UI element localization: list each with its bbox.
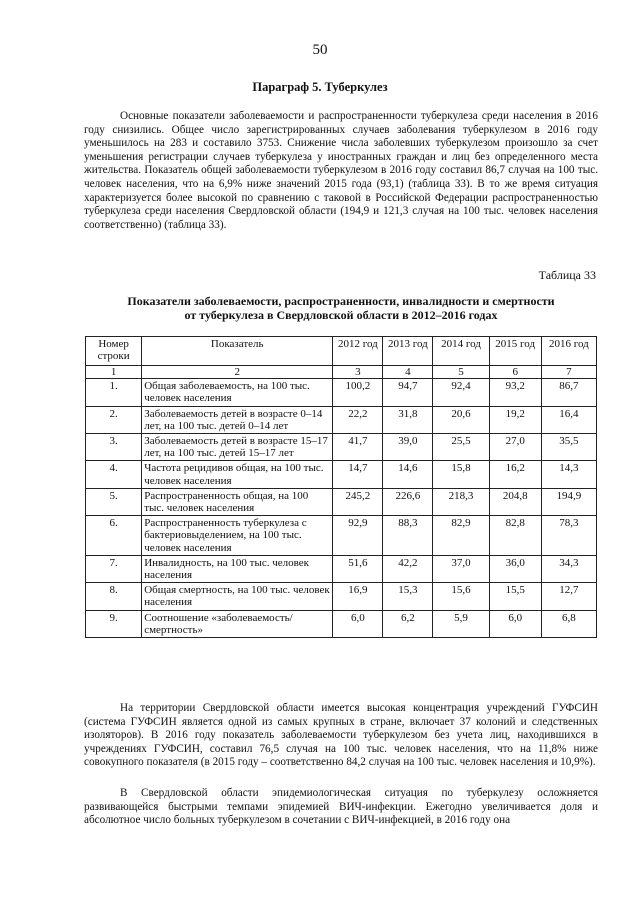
table-title-line-1: Показатели заболеваемости, распространенности, инвалидности и смертности — [127, 294, 555, 308]
table-title — [84, 294, 598, 322]
value-cell: 27,0 — [489, 434, 541, 461]
row-number-cell: 1. — [86, 379, 142, 406]
value-cell: 93,2 — [489, 379, 541, 406]
value-cell: 36,0 — [489, 555, 541, 582]
indicator-name-cell: Общая заболеваемость, на 100 тыс. человек населения — [142, 379, 333, 406]
value-cell: 34,3 — [541, 555, 596, 582]
column-index: 4 — [383, 366, 433, 379]
table-row — [86, 379, 597, 406]
row-number-cell: 2. — [86, 406, 142, 433]
value-cell: 78,3 — [541, 516, 596, 556]
value-cell: 42,2 — [383, 555, 433, 582]
value-cell: 19,2 — [489, 406, 541, 433]
value-cell: 41,7 — [333, 434, 383, 461]
value-cell: 6,0 — [489, 610, 541, 637]
value-cell: 15,6 — [433, 583, 489, 610]
header-row-number: Номер строки — [86, 337, 142, 366]
value-cell: 12,7 — [541, 583, 596, 610]
row-number-cell: 6. — [86, 516, 142, 556]
table-row — [86, 434, 597, 461]
value-cell: 14,6 — [383, 461, 433, 488]
value-cell: 88,3 — [383, 516, 433, 556]
value-cell: 16,4 — [541, 406, 596, 433]
table-row — [86, 610, 597, 637]
indicator-name-cell: Инвалидность, на 100 тыс. человек населения — [142, 555, 333, 582]
indicator-name-cell: Распространенность туберкулеза с бактериовыделением, на 100 тыс. человек населения — [142, 516, 333, 556]
row-number-cell: 8. — [86, 583, 142, 610]
indicator-name-cell: Общая смертность, на 100 тыс. человек населения — [142, 583, 333, 610]
table-row — [86, 406, 597, 433]
intro-paragraph: Основные показатели заболеваемости и распространенности туберкулеза среди населения в 2016 году снизились. Общее число зарегистрированных случаев заболевания туберкулезом в 2016 году уменьшилось на 283 и составило 3753. Снижение числа заболевших туберкулезом произошло за счет уменьшения регистрации случаев туберкулеза у иностранных граждан и лиц без определенного места жительства. Показатель общей заболеваемости туберкулезом в 2016 году составил 86,7 случая на 100 тыс. человек населения, что на 6,9% ниже значений 2015 года (93,1) (таблица 33). В то же время ситуация характеризуется более высокой по сравнению с таковой в Российской Федерации распространенностью туберкулеза среди населения Свердловской области (194,9 и 121,3 случая на 100 тыс. человек населения соответственно) (таблица 33). — [84, 110, 598, 231]
row-number-cell: 5. — [86, 488, 142, 515]
column-index: 6 — [489, 366, 541, 379]
row-number-cell: 4. — [86, 461, 142, 488]
row-number-cell: 3. — [86, 434, 142, 461]
value-cell: 194,9 — [541, 488, 596, 515]
value-cell: 92,4 — [433, 379, 489, 406]
row-number-cell: 7. — [86, 555, 142, 582]
value-cell: 37,0 — [433, 555, 489, 582]
gufsin-paragraph: На территории Свердловской области имеется высокая концентрация учреждений ГУФСИН (система ГУФСИН является одной из самых крупных в стране, включает 37 колоний и следственных изоляторов). В 2016 году показатель заболеваемости туберкулезом без учета лиц, находившихся в учреждениях ГУФСИН, составил 76,5 случая на 100 тыс. человек населения, что на 11,8% ниже совокупного показателя (в 2015 году – соответственно 84,2 случая на 100 тыс. человек населения и 10,9%). — [84, 702, 598, 769]
value-cell: 35,5 — [541, 434, 596, 461]
value-cell: 86,7 — [541, 379, 596, 406]
table-body — [86, 379, 597, 638]
column-index: 1 — [86, 366, 142, 379]
value-cell: 94,7 — [383, 379, 433, 406]
value-cell: 204,8 — [489, 488, 541, 515]
value-cell: 14,3 — [541, 461, 596, 488]
header-year-2015: 2015 год — [489, 337, 541, 366]
header-year-2016: 2016 год — [541, 337, 596, 366]
value-cell: 20,6 — [433, 406, 489, 433]
table-row — [86, 555, 597, 582]
header-year-2012: 2012 год — [333, 337, 383, 366]
value-cell: 6,8 — [541, 610, 596, 637]
value-cell: 16,2 — [489, 461, 541, 488]
value-cell: 245,2 — [333, 488, 383, 515]
table-row — [86, 583, 597, 610]
page-number: 50 — [312, 42, 328, 58]
hiv-paragraph: В Свердловской области эпидемиологическая ситуация по туберкулезу осложняется развивающейся быстрыми темпами эпидемией ВИЧ-инфекции. Ежегодно увеличивается доля и абсолютное число больных туберкулезом в сочетании с ВИЧ-инфекцией, в 2016 году она — [84, 787, 598, 827]
value-cell: 6,2 — [383, 610, 433, 637]
row-number-cell: 9. — [86, 610, 142, 637]
section-heading: Параграф 5. Туберкулез — [252, 80, 388, 94]
value-cell: 5,9 — [433, 610, 489, 637]
value-cell: 226,6 — [383, 488, 433, 515]
table-header-row — [86, 337, 597, 366]
value-cell: 15,3 — [383, 583, 433, 610]
value-cell: 39,0 — [383, 434, 433, 461]
column-index: 3 — [333, 366, 383, 379]
column-index-row — [86, 366, 597, 379]
value-cell: 92,9 — [333, 516, 383, 556]
value-cell: 14,7 — [333, 461, 383, 488]
indicator-name-cell: Заболеваемость детей в возрасте 15–17 лет, на 100 тыс. детей 15–17 лет — [142, 434, 333, 461]
value-cell: 218,3 — [433, 488, 489, 515]
value-cell: 51,6 — [333, 555, 383, 582]
indicator-name-cell: Распространенность общая, на 100 тыс. человек населения — [142, 488, 333, 515]
table-title-line-2: от туберкулеза в Свердловской области в 2012–2016 годах — [184, 308, 498, 322]
value-cell: 82,9 — [433, 516, 489, 556]
header-indicator: Показатель — [142, 337, 333, 366]
column-index: 5 — [433, 366, 489, 379]
value-cell: 15,5 — [489, 583, 541, 610]
column-index: 2 — [142, 366, 333, 379]
indicator-name-cell: Частота рецидивов общая, на 100 тыс. человек населения — [142, 461, 333, 488]
table-row — [86, 461, 597, 488]
table-row — [86, 516, 597, 556]
indicator-name-cell: Заболеваемость детей в возрасте 0–14 лет, на 100 тыс. детей 0–14 лет — [142, 406, 333, 433]
table-row — [86, 488, 597, 515]
indicator-name-cell: Соотношение «заболеваемость/смертность» — [142, 610, 333, 637]
value-cell: 100,2 — [333, 379, 383, 406]
value-cell: 82,8 — [489, 516, 541, 556]
value-cell: 16,9 — [333, 583, 383, 610]
value-cell: 31,8 — [383, 406, 433, 433]
value-cell: 22,2 — [333, 406, 383, 433]
value-cell: 15,8 — [433, 461, 489, 488]
table-label: Таблица 33 — [538, 268, 596, 282]
value-cell: 25,5 — [433, 434, 489, 461]
column-index: 7 — [541, 366, 596, 379]
header-year-2014: 2014 год — [433, 337, 489, 366]
header-year-2013: 2013 год — [383, 337, 433, 366]
value-cell: 6,0 — [333, 610, 383, 637]
tuberculosis-indicators-table — [85, 336, 597, 638]
